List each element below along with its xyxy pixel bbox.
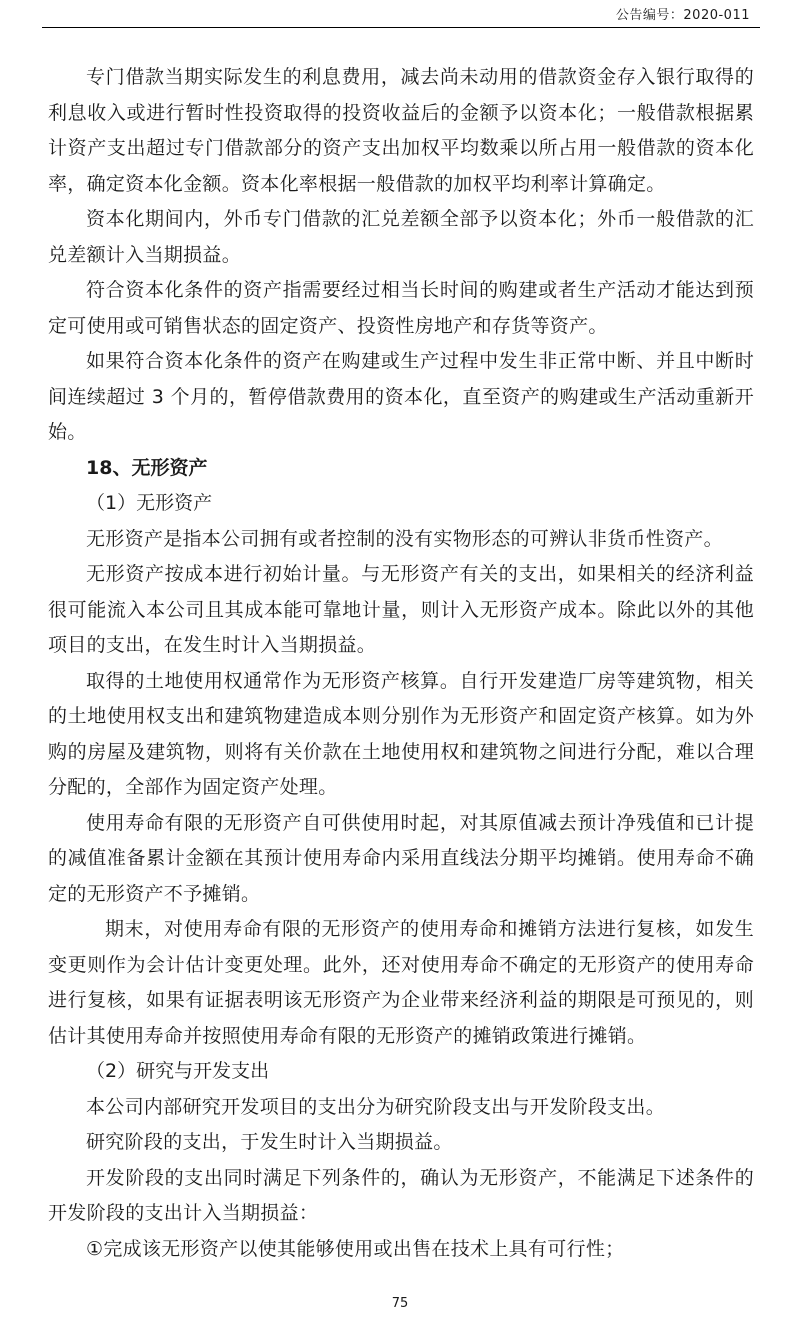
header-divider (42, 27, 760, 28)
paragraph-borrowing-interest: 专门借款当期实际发生的利息费用，减去尚未动用的借款资金存入银行取得的利息收入或进行暂时性投资取得的投资收益后的金额予以资本化；一般借款根据累计资产支出超过专门借款部分的资产支出加权平均数乘以所占用一般借款的资本化率，确定资本化金额。资本化率根据一般借款的加权平均利率计算确定。 (48, 66, 754, 195)
paragraph-definition: 无形资产是指本公司拥有或者控制的没有实物形态的可辨认非货币性资产。 (86, 527, 723, 550)
paragraph-initial-measurement: 无形资产按成本进行初始计量。与无形资产有关的支出，如果相关的经济利益很可能流入本公司且其成本能可靠地计量，则计入无形资产成本。除此以外的其他项目的支出，在发生时计入当期损益。 (48, 563, 754, 656)
subsection-research-development: （2）研究与开发支出 (86, 1060, 270, 1082)
paragraph-rd-split: 本公司内部研究开发项目的支出分为研究阶段支出与开发阶段支出。 (86, 1095, 666, 1118)
paragraph-exchange-difference: 资本化期间内，外币专门借款的汇兑差额全部予以资本化；外币一般借款的汇兑差额计入当期损益。 (48, 208, 754, 266)
paragraph-land-use-rights: 取得的土地使用权通常作为无形资产核算。自行开发建造厂房等建筑物，相关的土地使用权支出和建筑物建造成本则分别作为无形资产和固定资产核算。如为外购的房屋及建筑物，则将有关价款在土地使用权和建筑物之间进行分配，难以合理分配的，全部作为固定资产处理。 (48, 669, 754, 798)
subsection-intangible-assets: （1）无形资产 (86, 492, 213, 514)
paragraph-period-end-review: 期末，对使用寿命有限的无形资产的使用寿命和摊销方法进行复核，如发生变更则作为会计估计变更处理。此外，还对使用寿命不确定的无形资产的使用寿命进行复核，如果有证据表明该无形资产为企业带来经济利益的期限是可预见的，则估计其使用寿命并按照使用寿命有限的无形资产的摊销政策进行摊销。 (48, 918, 754, 1047)
announcement-number: 公告编号：2020-011 (615, 8, 750, 23)
page-number: 75 (391, 1296, 409, 1311)
paragraph-research-expense: 研究阶段的支出，于发生时计入当期损益。 (86, 1131, 453, 1153)
paragraph-qualifying-assets: 符合资本化条件的资产指需要经过相当长时间的购建或者生产活动才能达到预定可使用或可销售状态的固定资产、投资性房地产和存货等资产。 (48, 279, 754, 337)
paragraph-suspension: 如果符合资本化条件的资产在购建或生产过程中发生非正常中断、并且中断时间连续超过 3 个月的，暂停借款费用的资本化，直至资产的购建或生产活动重新开始。 (48, 350, 754, 443)
paragraph-amortization: 使用寿命有限的无形资产自可供使用时起，对其原值减去预计净残值和已计提的减值准备累计金额在其预计使用寿命内采用直线法分期平均摊销。使用寿命不确定的无形资产不予摊销。 (48, 811, 754, 905)
paragraph-condition-1: ①完成该无形资产以使其能够使用或出售在技术上具有可行性； (86, 1237, 625, 1260)
document-body (48, 60, 754, 1267)
paragraph-development-conditions: 开发阶段的支出同时满足下列条件的，确认为无形资产，不能满足下述条件的开发阶段的支出计入当期损益： (48, 1166, 754, 1224)
section-heading: 18、无形资产 (86, 456, 208, 479)
